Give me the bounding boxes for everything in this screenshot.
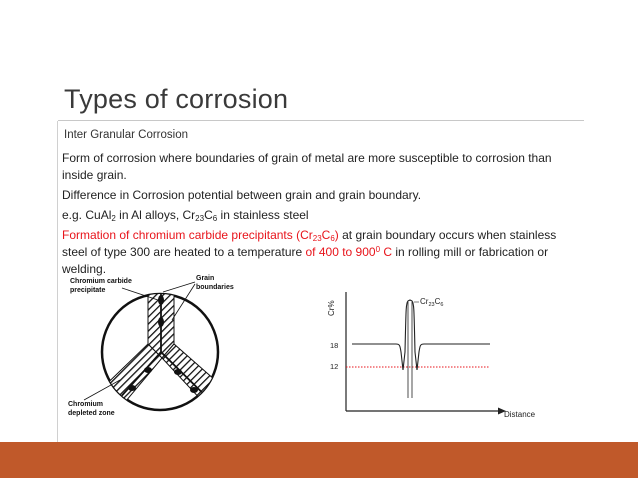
paragraph-potential: Difference in Corrosion potential between grain and grain boundary.: [62, 188, 422, 202]
label-carbide: Chromium carbide: [70, 278, 132, 285]
example-text: in Al alloys, Cr: [115, 208, 196, 222]
formation-sub: 23: [312, 234, 322, 243]
formation-text: at grain boundary occurs when stainless steel of type 300 are heated to a temperature: [62, 228, 557, 259]
example-sub: 6: [212, 214, 218, 223]
body-text: [62, 150, 582, 281]
example-text: in stainless steel: [217, 208, 309, 222]
formation-sub: 6: [330, 234, 335, 243]
formation-highlight: ): [334, 228, 339, 242]
temperature-highlight: C: [380, 245, 393, 259]
title-divider: [58, 120, 584, 121]
formation-highlight: C: [321, 228, 331, 242]
left-divider: [57, 121, 58, 451]
example-text: e.g. CuAl: [62, 208, 112, 222]
degree-sup: 0: [375, 245, 381, 254]
x-axis-label: Distance: [504, 410, 536, 419]
grain-boundary-diagram: [60, 270, 260, 420]
example-sub: 23: [195, 214, 205, 223]
chromium-profile-curve: [352, 300, 490, 370]
example-text: C: [204, 208, 213, 222]
slide-title: Types of corrosion: [64, 84, 289, 114]
subheading: Inter Granular Corrosion: [64, 129, 188, 141]
formation-text: in rolling mill or fabrication or welding.: [62, 245, 549, 276]
temperature-highlight: of 400 to 900: [305, 245, 376, 259]
y-axis-label: Cr%: [327, 300, 336, 316]
label-depleted: Chromium: [68, 401, 103, 408]
example-sub: 2: [111, 214, 116, 223]
label-carbide-2: precipitate: [70, 287, 106, 294]
formation-highlight: Formation of chromium carbide precipitants (Cr: [62, 228, 313, 242]
label-grain: Grain: [196, 275, 215, 282]
tick-18: 18: [330, 341, 339, 350]
chromium-profile-plot: [318, 288, 558, 428]
footer-bar: [0, 442, 638, 478]
paragraph-example: [62, 207, 582, 224]
paragraph-definition: Form of corrosion where boundaries of grain of metal are more susceptible to corrosion than inside grain.: [62, 151, 552, 182]
peak-label: $Cr_{23}C_6$: [420, 297, 444, 308]
tick-12: 12: [330, 362, 339, 371]
label-depleted-2: depleted zone: [68, 410, 115, 417]
label-grain-2: boundaries: [196, 284, 234, 291]
